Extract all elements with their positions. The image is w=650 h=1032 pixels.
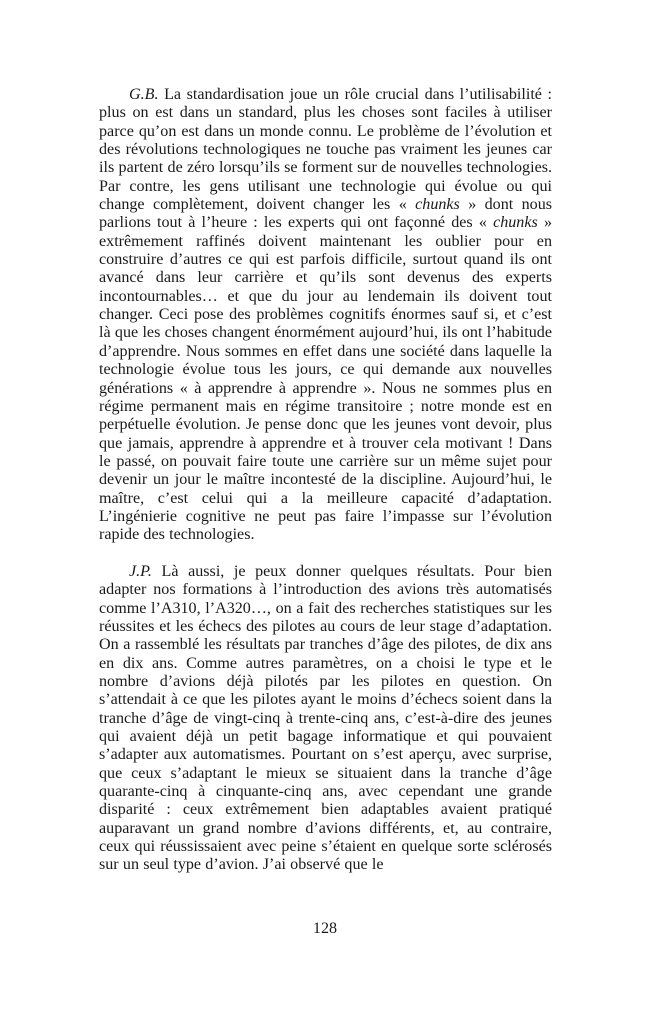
emphasised-term: chunks	[415, 196, 460, 214]
page-number: 128	[312, 920, 338, 937]
text-run: Là aussi, je peux donner quelques résultats. Pour bien adapter nos formations à l’introduction des avions très automatisés comme l’A310, l’A320…, on a fait des recherches statistiques sur les réussites et les échecs des pilotes au cours de leur stage d’adaptation. On a rassemblé les résultats par tranches d’âge des pilotes, de dix ans en dix ans. Comme autres paramètres, on a choisi le type et le nombre d’avions déjà pilotés par les pilotes en question. On s’attendait à ce que les pilotes ayant le moins d’échecs soient dans la tranche d’âge de vingt-cinq à trente-cinq ans, c’est-à-dire des jeunes qui avaient déjà un petit bagage informatique et qui pouvaient s’adapter aux automatismes. Pourtant on s’est aperçu, avec surprise, que ceux s’adaptant le mieux se situaient dans la tranche d’âge quarante-cinq à cinquante-cinq ans, avec cependant une grande disparité : ceux extrêmement bien adaptables avaient pratiqué auparavant un grand nombre d’avions différents, et, au contraire, ceux qui réussissaient avec peine s’étaient en quelque sorte sclérosés sur un seul type d’avion. J’ai observé que le	[99, 562, 552, 874]
text-run: La standardisation joue un rôle crucial dans l’utilisabilité : plus on est dans un standard, plus les choses sont faciles à utiliser parce qu’on est dans un monde connu. Le problème de l’évolution et des révolutions technologiques ne touche pas vraiment les jeunes car ils partent de zéro lorsqu’ils se forment sur de nouvelles technologies. Par contre, les gens utilisant une technologie qui évolue ou qui change complètement, doivent changer les «	[99, 86, 552, 214]
speaker-initials: J.P.	[129, 562, 152, 580]
text-run: » dont nous parlions tout à l’heure : les experts qui ont façonné des «	[99, 196, 553, 232]
paragraph-jp	[99, 563, 552, 875]
text-run: » extrêmement raffinés doivent maintenant les oublier pour en construire d’autres ce qui est parfois difficile, surtout quand ils ont avancé dans leur carrière et qu’ils sont devenus des experts incontournables… et que du jour au lendemain ils doivent tout changer. Ceci pose des problèmes cognitifs énormes sauf si, et c’est là que les choses changent énormément aujourd’hui, ils ont l’habitude d’apprendre. Nous sommes en effet dans une société dans laquelle la technologie évolue tous les jours, ce qui demande aux nouvelles générations « à apprendre à apprendre ». Nous ne sommes plus en régime permanent mais en régime transitoire ; notre monde est en perpétuelle évolution. Je pense donc que les jeunes vont devoir, plus que jamais, apprendre à apprendre et à trouver cela motivant ! Dans le passé, on pouvait faire toute une carrière sur un même sujet pour devenir un jour le maître incontesté de la discipline. Aujourd’hui, le maître, c’est celui qui a la meilleure capacité d’adaptation. L’ingénierie cognitive ne peut pas faire l’impasse sur l’évolution rapide des technologies.	[99, 214, 552, 544]
emphasised-term: chunks	[493, 214, 538, 232]
body-text-column	[99, 86, 552, 875]
paragraph-gb	[99, 86, 552, 545]
speaker-initials: G.B.	[129, 86, 159, 103]
